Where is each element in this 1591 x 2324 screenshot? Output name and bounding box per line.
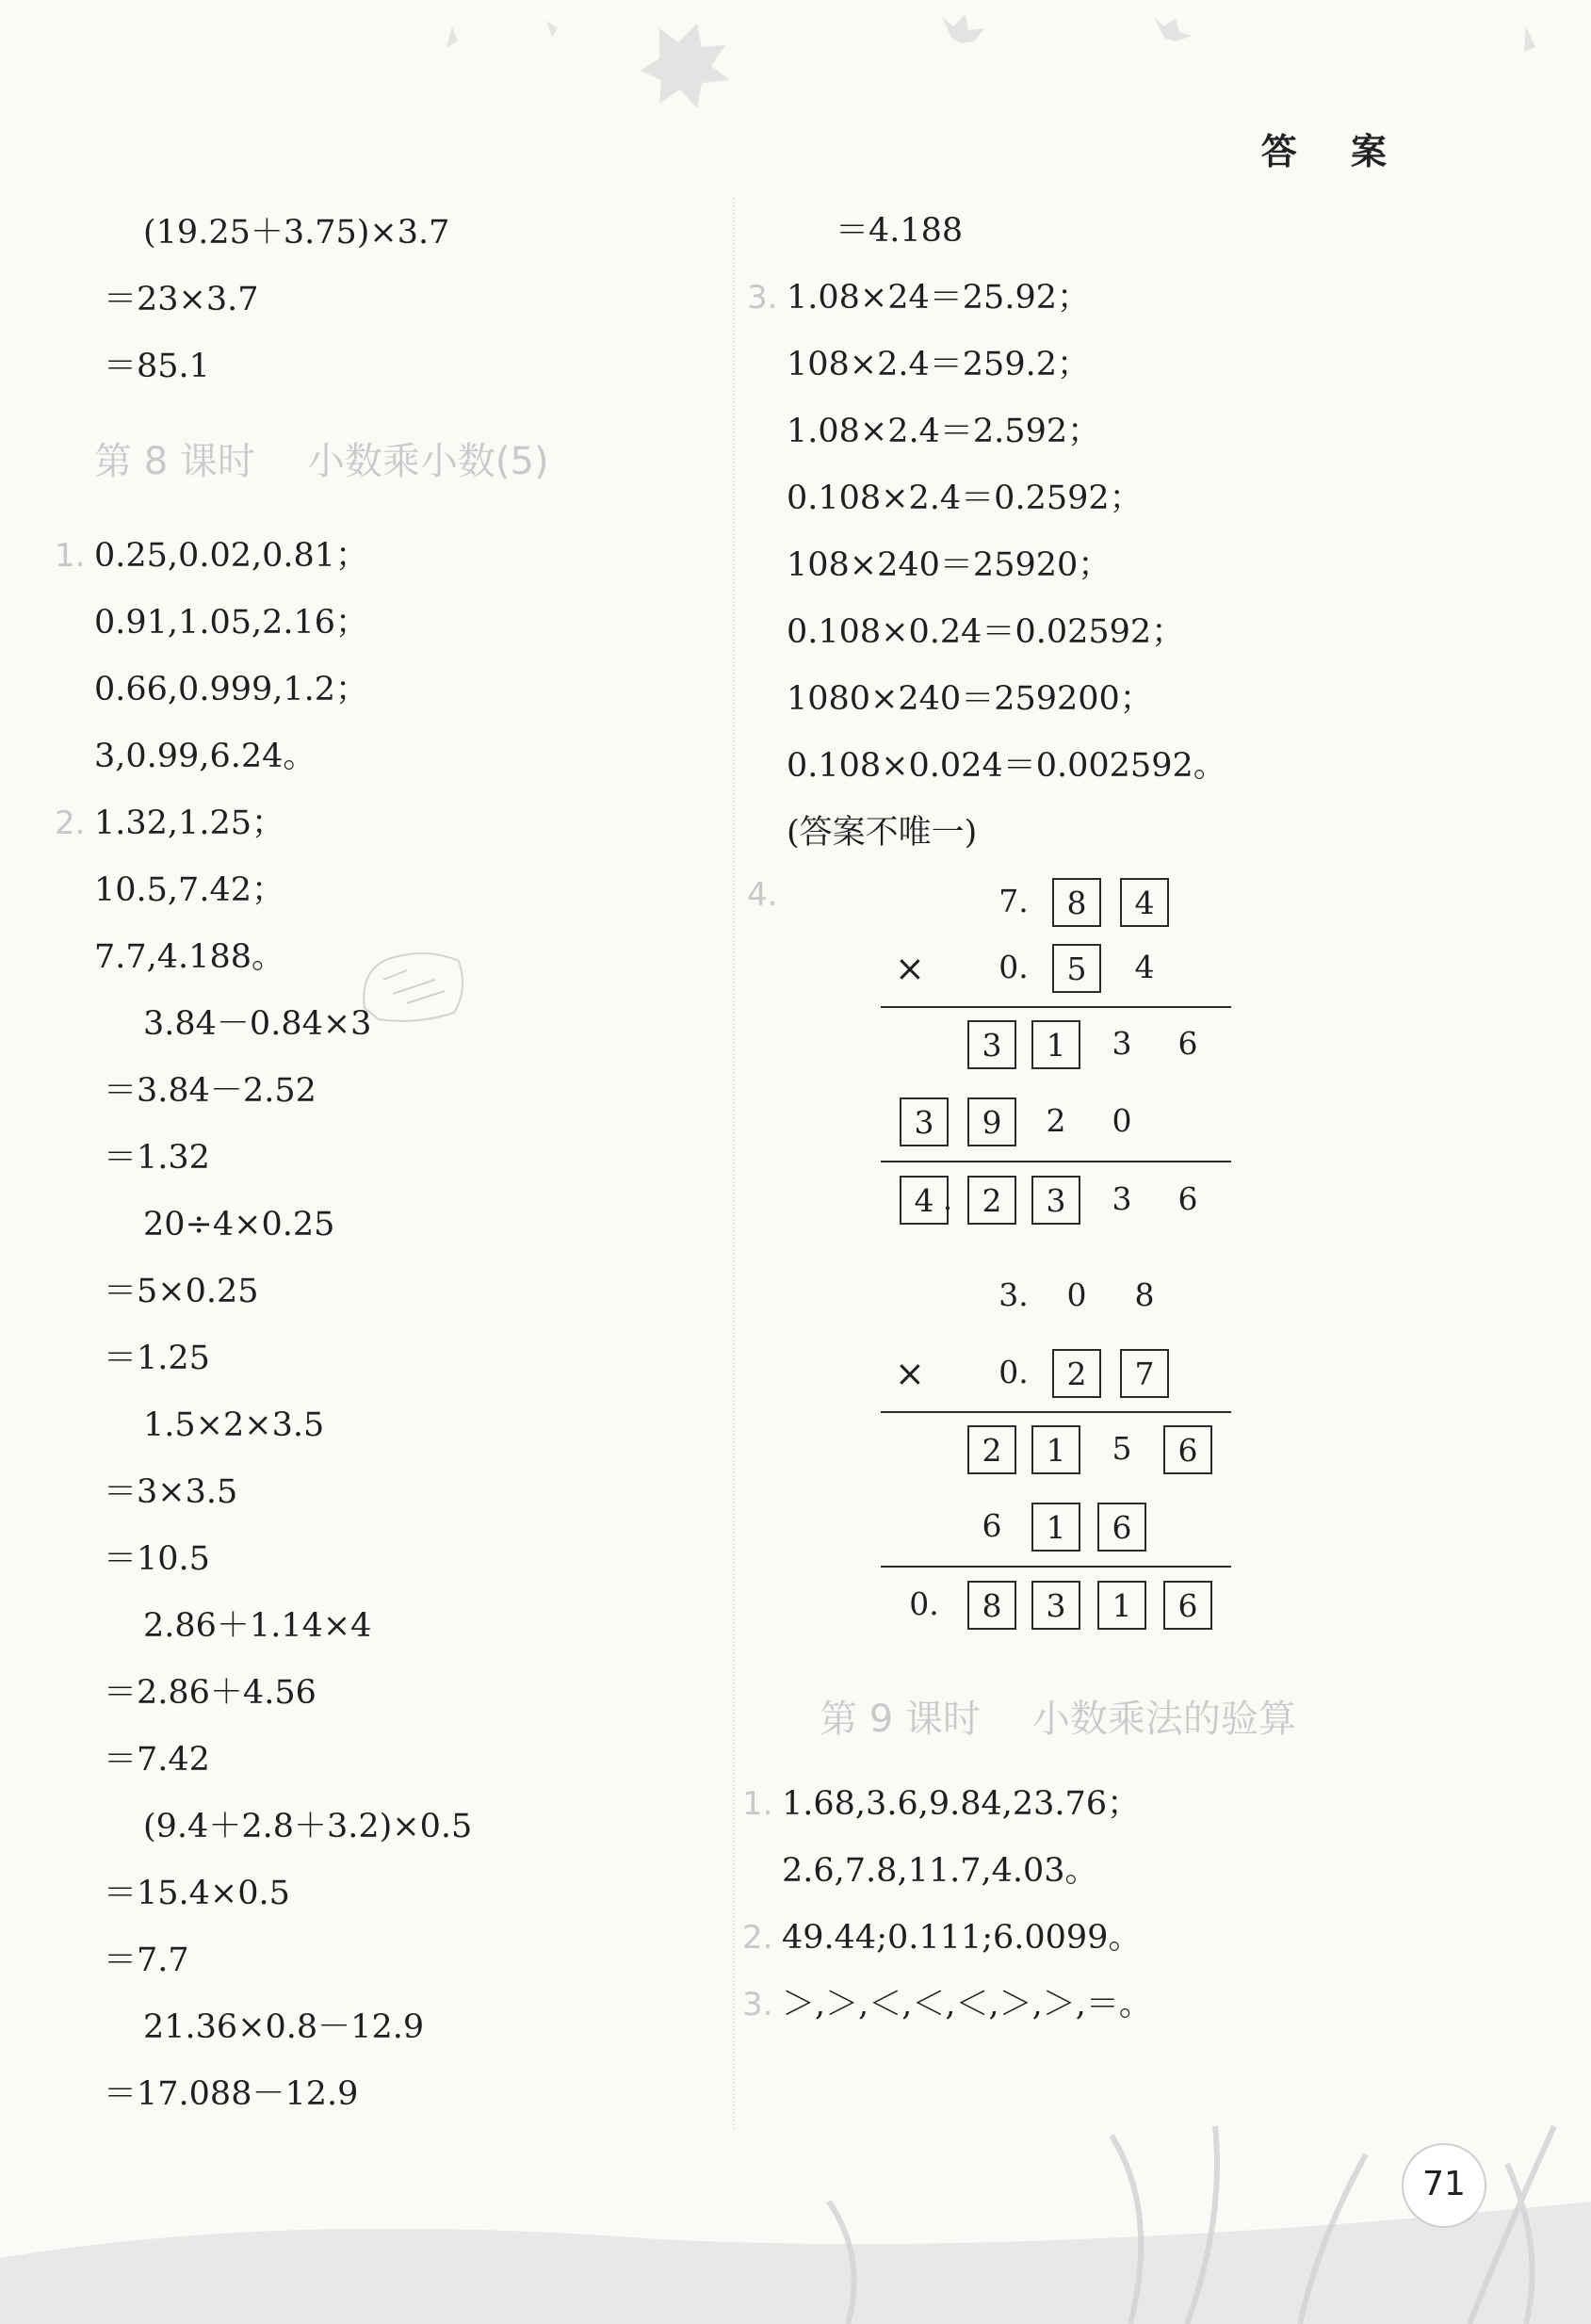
answer-line: 0.66,0.999,1.2；: [94, 671, 369, 708]
answer-line: ＝17.088－12.9: [104, 2075, 359, 2113]
digit-box: 3: [1031, 1581, 1080, 1630]
lesson-title: 小数乘法的验算: [1031, 1698, 1296, 1741]
answer-line: 2.86＋1.14×4: [143, 1607, 372, 1645]
lesson-title: 小数乘小数(5): [306, 440, 549, 483]
digit-box: 9: [967, 1097, 1016, 1146]
answer-line: ＝7.42: [104, 1741, 210, 1779]
stamp-icon: [350, 942, 473, 1027]
answer-line: 2.6,7.8,11.7,4.03。: [782, 1852, 1098, 1890]
digit-box: 6: [1097, 1503, 1146, 1552]
answer-line: 0.91,1.05,2.16；: [94, 604, 369, 642]
answer-line: ＝10.5: [104, 1540, 210, 1578]
vertical-multiplication-1: [747, 867, 1229, 1272]
answer-line: ＝3×3.5: [104, 1473, 238, 1511]
answer-line: ＝15.4×0.5: [104, 1875, 290, 1912]
answer-line: 3. 1.08×24＝25.92；: [787, 265, 1389, 332]
question-number: 2.: [55, 804, 86, 842]
answer-line: ＝1.32: [104, 1139, 210, 1177]
digit: 6: [982, 1507, 1002, 1544]
digit-box: 1: [1097, 1581, 1146, 1630]
answer-line: 2. 1.32,1.25；: [94, 790, 706, 857]
answer-line: 108×2.4＝259.2；: [787, 346, 1090, 383]
rule-line: [881, 1566, 1231, 1568]
digit-box: 3: [900, 1097, 949, 1146]
right-column: [742, 198, 1389, 2039]
answer-line: ＝85.1: [104, 348, 210, 385]
section-heading-lesson-9: [820, 1667, 1389, 1771]
digit: 7.: [998, 883, 1029, 919]
lesson-number: 第 9 课时: [820, 1698, 981, 1741]
page-header-title: 答 案: [1260, 131, 1407, 172]
rule-line: [881, 1006, 1231, 1008]
digit: 3: [1112, 1025, 1132, 1062]
rule-line: [881, 1411, 1231, 1413]
lesson-number: 第 8 课时: [94, 440, 255, 483]
bottom-grass-decoration: [0, 2098, 1591, 2324]
answer-line: 21.36×0.8－12.9: [143, 2008, 425, 2046]
multiply-sign: ×: [895, 948, 925, 989]
answer-line: ＝1.25: [104, 1340, 210, 1377]
answer-line: 0.108×2.4＝0.2592；: [787, 479, 1143, 517]
answer-line: 1. 0.25,0.02,0.81；: [94, 523, 706, 590]
digit-box: 3: [1031, 1176, 1080, 1225]
answer-line: ＝3.84－2.52: [104, 1072, 317, 1110]
answer-line: 0.108×0.24＝0.02592；: [787, 613, 1185, 651]
answer-line: 0.108×0.024＝0.002592。: [787, 747, 1226, 785]
answer-line: (9.4＋2.8＋3.2)×0.5: [143, 1808, 473, 1845]
answer-line: 1.08×2.4＝2.592；: [787, 413, 1101, 450]
digit-box: 4: [1120, 878, 1169, 927]
digit: 5: [1112, 1430, 1132, 1467]
digit-box: 8: [967, 1581, 1016, 1630]
answer-line: 20÷4×0.25: [143, 1206, 335, 1243]
column-divider: [733, 198, 735, 2129]
digit: 2: [1046, 1102, 1066, 1139]
digit: 0.: [909, 1585, 939, 1622]
answer-line: 3,0.99,6.24。: [94, 738, 317, 775]
page-number: 71: [1402, 2143, 1486, 2228]
question-number: 1.: [742, 1785, 773, 1823]
answer-line: ＝23×3.7: [104, 281, 259, 318]
answer-line: ＝7.7: [104, 1942, 189, 1979]
question-number: 2.: [742, 1919, 773, 1957]
answer-line: 1080×240＝259200；: [787, 680, 1153, 718]
digit: 6: [1177, 1025, 1198, 1062]
question-number: 4.: [747, 876, 778, 914]
digit-box: 2: [967, 1176, 1016, 1225]
vertical-multiplication-2: [834, 1272, 1229, 1667]
answer-line: 7.7,4.188。: [94, 938, 284, 976]
answer-line: ＝5×0.25: [104, 1273, 259, 1310]
answer-line: 3.84－0.84×3: [143, 1005, 372, 1043]
rule-line: [881, 1161, 1231, 1162]
answer-line: 10.5,7.42；: [94, 871, 284, 909]
digit-box: 1: [1031, 1020, 1080, 1069]
digit-box: 2: [967, 1425, 1016, 1474]
digit: 0.: [998, 949, 1029, 985]
answer-line: 3. ＞,＞,＜,＜,＜,＞,＞,＝。: [782, 1972, 1389, 2039]
digit: 4: [1134, 949, 1155, 985]
digit: 0: [1112, 1102, 1132, 1139]
multiply-sign: ×: [895, 1353, 925, 1394]
digit-box: 8: [1052, 878, 1101, 927]
digit: 6: [1177, 1180, 1198, 1217]
digit-box: 3: [967, 1020, 1016, 1069]
top-leaf-decoration: [0, 0, 1591, 141]
digit: 8: [1134, 1276, 1155, 1313]
digit: 3: [1112, 1180, 1132, 1217]
answer-line: ＝4.188: [836, 212, 964, 250]
answer-line: ＝2.86＋4.56: [104, 1674, 317, 1712]
digit-box: 1: [1031, 1425, 1080, 1474]
digit: 3.: [998, 1276, 1029, 1313]
digit-box: 1: [1031, 1503, 1080, 1552]
digit-box: 6: [1163, 1581, 1212, 1630]
question-number: 3.: [742, 1986, 773, 2023]
left-column: [55, 200, 706, 2128]
answer-line: 2. 49.44;0.111;6.0099。: [782, 1905, 1389, 1972]
digit: 0: [1066, 1276, 1087, 1313]
answer-line: (答案不唯一): [787, 814, 978, 852]
answer-line: 1. 1.68,3.6,9.84,23.76；: [782, 1771, 1389, 1838]
section-heading-lesson-8: [94, 400, 706, 523]
digit-box: 6: [1163, 1425, 1212, 1474]
digit-box: 4: [900, 1176, 949, 1225]
question-number: 1.: [55, 537, 86, 575]
answer-line: 108×240＝25920；: [787, 546, 1112, 584]
decimal-point: .: [942, 1180, 953, 1217]
digit: 0.: [998, 1354, 1029, 1390]
answer-line: 1.5×2×3.5: [143, 1406, 325, 1444]
answer-line: (19.25＋3.75)×3.7: [143, 214, 450, 252]
question-number: 3.: [747, 279, 778, 317]
digit-box: 5: [1052, 944, 1101, 993]
digit-box: 7: [1120, 1349, 1169, 1398]
digit-box: 2: [1052, 1349, 1101, 1398]
